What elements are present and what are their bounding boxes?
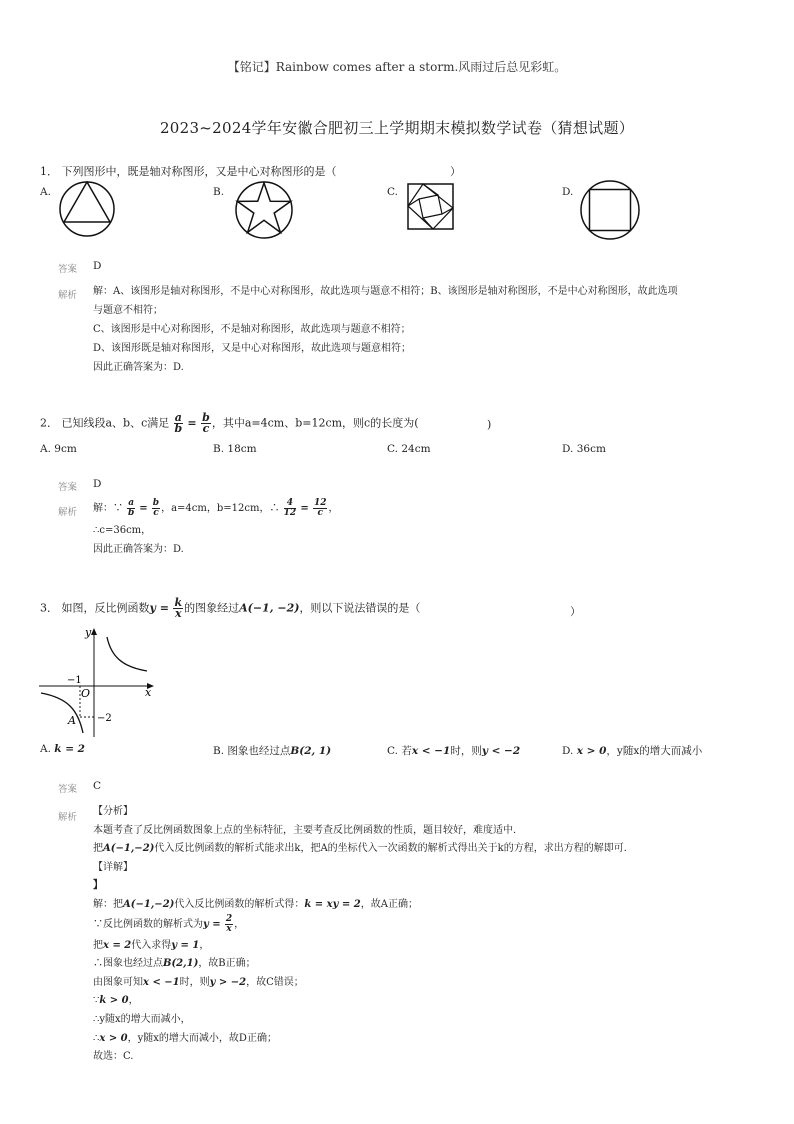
q3-d4-math: B(2,1)	[163, 958, 199, 970]
motto: 【铭记】Rainbow comes after a storm.风雨过后总见彩虹。	[227, 60, 567, 74]
q3-d1-a: 解：把	[93, 898, 123, 910]
q3-d1-b: 代入反比例函数的解析式得：	[174, 898, 305, 910]
q1-option-d-label: D.	[562, 186, 574, 198]
q2-exp-frac-num: a	[128, 498, 135, 508]
q3-d2-lhs: y =	[203, 918, 221, 930]
q3-answer-label: 答案	[58, 784, 78, 795]
q2-option-c: C. 24cm	[387, 443, 431, 455]
q2-stem-b: ，其中a=4cm、b=12cm，则c的长度为(	[211, 416, 419, 430]
x-axis-label: x	[145, 686, 152, 699]
q1-exp-line: C、该图形是中心对称图形，不是轴对称图形，故此选项与题意不相符；	[93, 324, 411, 335]
q3-d3-math-1: x = 2	[103, 939, 132, 951]
q3-d4-a: ∴图象也经过点	[93, 958, 163, 970]
q2-exp-line-3: 因此正确答案为：D.	[93, 544, 184, 555]
q2-option-a: A. 9cm	[40, 443, 77, 455]
q3-option-d-label: D.	[562, 745, 574, 757]
q1-exp-line: 与题意不相符；	[93, 305, 163, 316]
q1-explanation-label: 解析	[58, 290, 78, 301]
q1-option-c-label: C.	[387, 186, 398, 198]
q3-answer: C	[93, 780, 102, 792]
point-a-label: A	[68, 714, 76, 727]
q3-d2-num: 2	[225, 913, 233, 924]
q3-stem-b: 的图象经过	[184, 601, 240, 615]
q3-option-d-text: ，y随x的增大而减小	[606, 745, 703, 757]
q3-option-c-label: C. 若	[387, 745, 412, 757]
q3-func-fraction	[173, 598, 183, 619]
q3-explanation	[93, 803, 634, 1067]
q3-func-num: k	[174, 596, 183, 609]
q3-detail-9: 故选：C.	[93, 1051, 134, 1063]
q3-option-b-label: B. 图象也经过点	[213, 745, 291, 757]
q1-figure-b-circle-star	[233, 178, 297, 240]
q2-exp-line-2: ∴c=36cm，	[93, 525, 152, 536]
q3-option-d-math: x > 0	[576, 745, 607, 757]
q3-option-c-mid: 时，则	[450, 745, 482, 757]
tick-label-neg2: −2	[97, 713, 112, 724]
q2-exp-frac-num: b	[152, 498, 160, 508]
q3-d3-a: 把	[93, 939, 103, 951]
q1-explanation	[93, 282, 678, 377]
q1-figure-c-nested-square	[405, 181, 457, 233]
q3-detail-8	[93, 1030, 634, 1049]
q3-d4-b: ，故B正确；	[198, 958, 256, 970]
q1-figure-d-circle-square	[578, 178, 642, 242]
q3-analysis-head: 【分析】	[93, 806, 133, 817]
q3-d5-b: 时，则	[179, 976, 210, 988]
q3-func-lhs: y =	[149, 601, 169, 615]
q3-d8-a: ∴	[93, 1032, 100, 1044]
q3-d5-math-1: x < −1	[143, 976, 180, 988]
q3-detail-head: 【详解】	[93, 861, 133, 873]
q2-answer-label: 答案	[58, 482, 78, 493]
q3-d2-den: x	[226, 923, 232, 934]
q3-option-d	[562, 743, 702, 758]
q3-analysis2-math: A(−1,−2)	[103, 843, 155, 855]
q1-option-b-label: B.	[213, 186, 225, 198]
q1-answer-label: 答案	[58, 264, 78, 275]
q3-option-a-math: k = 2	[54, 743, 85, 755]
q2-exp-eq: =	[139, 503, 148, 514]
q2-fraction-ab	[174, 413, 183, 434]
q2-exp-frac-den: 12	[283, 508, 297, 518]
q2-exp-frac-ab	[127, 499, 135, 518]
q2-exp1-c: ，	[328, 503, 339, 514]
q3-detail-4	[93, 955, 634, 974]
q2-explanation-label: 解析	[58, 507, 78, 518]
q1-stem	[40, 163, 337, 179]
q3-option-a	[40, 743, 85, 755]
q2-exp-eq: =	[300, 503, 309, 514]
q3-detail-7: ∴y随x的增大而减小，	[93, 1013, 191, 1025]
q3-option-b-math: B(2, 1)	[290, 745, 332, 757]
q3-detail-3	[93, 937, 634, 956]
q1-answer: D	[93, 260, 102, 272]
q1-option-a-label: A.	[40, 186, 51, 198]
q3-d2-a: ∵反比例函数的解析式为	[93, 918, 203, 930]
q2-equals: =	[187, 416, 197, 430]
q3-d5-a: 由图象可知	[93, 976, 143, 988]
q1-figure-a-circle-triangle	[57, 178, 119, 240]
q3-d5-math-2: y > −2	[209, 976, 247, 988]
q3-analysis-2	[93, 840, 634, 859]
tick-label-neg1: −1	[67, 675, 82, 686]
q2-frac2-num: b	[202, 411, 210, 424]
q2-answer: D	[93, 478, 102, 490]
q2-exp-frac-num: 12	[313, 498, 327, 508]
q3-detail-5	[93, 974, 634, 993]
q3-d3-b: 代入求得	[131, 939, 172, 951]
q3-stem	[40, 598, 420, 619]
q2-exp-line-1	[93, 499, 338, 521]
q2-exp-frac-den: b	[127, 508, 135, 518]
y-axis-arrow	[91, 628, 97, 635]
q3-d2-c: ，	[234, 918, 245, 930]
q3-explanation-label: 解析	[58, 812, 78, 823]
q3-d8-math: x > 0	[99, 1032, 128, 1044]
q2-option-b: B. 18cm	[213, 443, 257, 455]
hyperbola-branch-q3	[41, 693, 83, 733]
q3-option-c	[387, 743, 520, 758]
q2-close: )	[487, 418, 492, 431]
q3-detail-1	[93, 896, 634, 915]
q2-exp1-b: ，a=4cm，b=12cm，∴	[161, 503, 280, 514]
q2-exp1-a: 解：∵	[93, 503, 123, 514]
q2-option-d: D. 36cm	[562, 443, 606, 455]
q2-stem	[40, 413, 419, 434]
q3-d3-c: ，	[199, 939, 210, 951]
q2-exp-frac-12-c	[313, 499, 328, 518]
q1-exp-line: 因此正确答案为：D.	[93, 362, 184, 373]
q1-exp-line: D、该图形既是轴对称图形，又是中心对称图形，故此选项与题意相符；	[93, 343, 412, 354]
q2-exp-frac-4-12	[284, 499, 297, 518]
q3-stem-a: 3． 如图，反比例函数	[40, 601, 150, 615]
q3-point: A(−1, −2)	[239, 601, 300, 615]
q3-d1-math-2: k = xy = 2	[304, 898, 361, 910]
q2-exp-frac-bc	[152, 499, 160, 518]
q2-exp-frac-num: 4	[284, 499, 297, 509]
q3-hyperbola-graph	[36, 620, 161, 740]
q3-d8-b: ，y随x的增大而减小，故D正确；	[127, 1032, 277, 1044]
q1-close: ）	[450, 165, 461, 178]
y-axis-label: y	[85, 626, 92, 639]
q2-exp-frac-den: c	[317, 508, 323, 518]
q3-option-c-math-2: y < −2	[481, 745, 521, 757]
q3-option-c-math-1: x < −1	[411, 745, 451, 757]
q2-fraction-bc	[201, 413, 211, 434]
q3-d1-math-1: A(−1,−2)	[123, 898, 175, 910]
q3-option-b	[213, 743, 331, 758]
origin-label: O	[81, 687, 91, 700]
q2-frac1-den: b	[174, 422, 183, 435]
hyperbola-branch-q1	[107, 637, 147, 671]
q2-exp-frac-den: c	[153, 508, 159, 518]
q3-d3-math-2: y = 1	[171, 939, 200, 951]
q3-d6-a: ∵	[93, 995, 100, 1007]
q2-stem-a: 2． 已知线段a、b、c满足	[40, 416, 170, 430]
q1-exp-line: 解：A、该图形是轴对称图形，不是中心对称图形，故此选项与题意不相符；B、该图形是轴对称图形，不是中心对称图形，故此选项	[93, 286, 678, 297]
q2-frac2-den: c	[202, 422, 210, 435]
q2-explanation	[93, 499, 338, 559]
q3-d5-c: ，故C错误；	[246, 976, 304, 988]
q3-analysis-1: 本题考查了反比例函数图象上点的坐标特征，主要考查反比例函数的性质，题目较好，难度适中．	[93, 824, 523, 836]
q3-d1-c: ，故A正确；	[360, 898, 418, 910]
q3-d6-b: ，	[128, 995, 139, 1007]
q3-func-den: x	[174, 607, 182, 620]
q3-d6-math: k > 0	[99, 995, 129, 1007]
q2-frac1-num: a	[174, 411, 182, 424]
q3-d2-fraction	[225, 915, 233, 934]
q3-detail-6	[93, 992, 634, 1011]
q3-analysis2-b: 代入反比例函数的解析式能求出k，把A的坐标代入一次函数的解析式得出关于k的方程，求出方程的解即可．	[154, 843, 634, 855]
page-title: 2023~2024学年安徽合肥初三上学期期末模拟数学试卷（猜想试题）	[159, 119, 635, 137]
q3-bracket: 】	[93, 880, 103, 892]
q3-close: ）	[570, 605, 581, 618]
q1-stem-text: 1． 下列图形中，既是轴对称图形，又是中心对称图形的是（	[40, 165, 337, 178]
q3-stem-c: ，则以下说法错误的是（	[299, 601, 421, 615]
q3-option-a-label: A.	[40, 743, 51, 755]
q3-detail-2	[93, 915, 634, 937]
q3-analysis2-a: 把	[93, 843, 103, 855]
